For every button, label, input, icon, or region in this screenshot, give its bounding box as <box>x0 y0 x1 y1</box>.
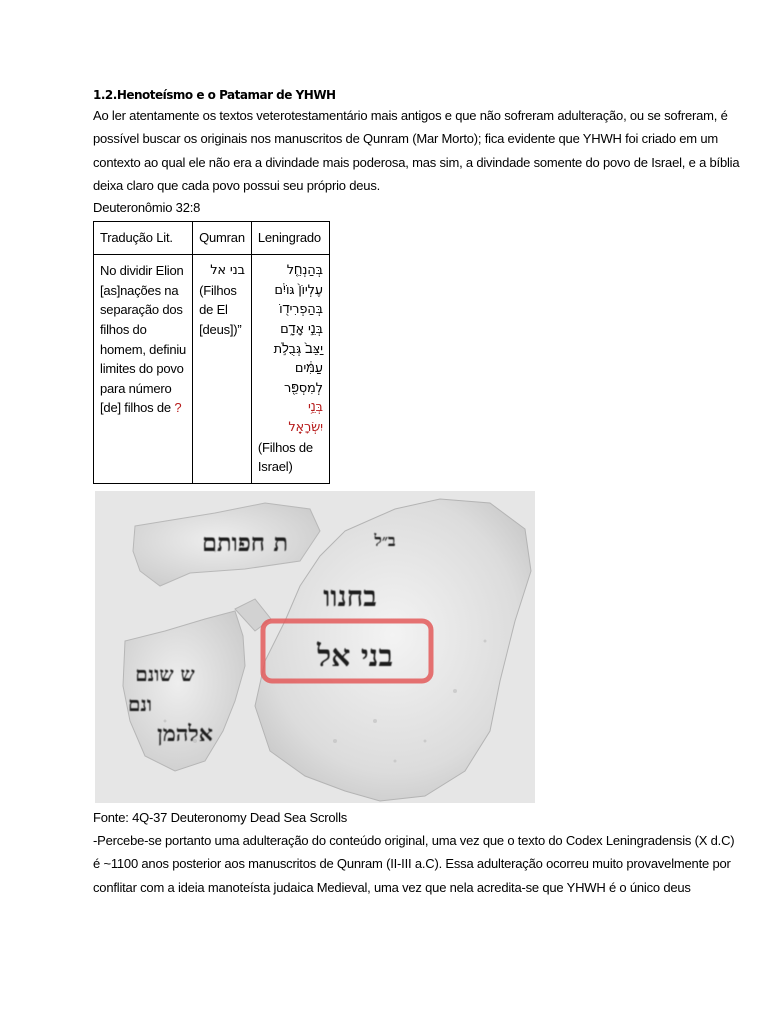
qumran-line: de El <box>199 302 228 318</box>
leningrad-translation-line: (Filhos de <box>257 439 313 455</box>
conclusion-line: conflitar com a ideia manoteísta judaica Medieval, uma vez que nela acredita-se que YHWH é o único deus <box>93 879 691 895</box>
leningrad-line: לְמִסְפַּ֖ר <box>283 380 323 396</box>
translation-line: separação dos <box>100 302 183 318</box>
section-heading: 1.2.Henoteísmo e o Patamar de YHWH <box>93 88 336 102</box>
header-qumran: Qumran <box>193 222 252 255</box>
document-page <box>93 86 740 484</box>
ink-text-highlight: בני אל <box>317 639 393 674</box>
conclusion-paragraph <box>93 829 735 899</box>
ink-text-top-left: ת חפותם <box>201 528 289 557</box>
translation-line: limites do povo <box>100 361 184 377</box>
leningrad-translation-line: Israel) <box>257 459 293 475</box>
cell-qumran <box>193 255 252 484</box>
intro-paragraph <box>93 104 740 197</box>
cell-leningrad <box>251 255 329 484</box>
conclusion-line: -Percebe-se portanto uma adulteração do conteúdo original, uma vez que o texto do Codex Leningradensis (X d.C) <box>93 833 735 848</box>
qumran-hebrew: בני אל <box>210 263 245 279</box>
ink-text-left-1: ש שונם <box>135 662 195 686</box>
verse-reference: Deuteronômio 32:8 <box>93 200 201 216</box>
leningrad-line: בְּהַנְחֵ֤ל <box>286 263 323 279</box>
ink-text-left-3: אלהמן <box>157 721 213 747</box>
table-header-row <box>94 222 330 255</box>
qumran-line: (Filhos <box>199 282 237 298</box>
header-leningrad: Leningrado <box>251 222 329 255</box>
intro-line: possível buscar os originais nos manuscritos de Qunram (Mar Morto); fica evidente que YHWH foi criado em um <box>93 131 719 147</box>
intro-line: Ao ler atentamente os textos veterotestamentário mais antigos e que não sofreram adulteração, ou se sofreram, é <box>93 108 728 123</box>
header-translation: Tradução Lit. <box>94 222 193 255</box>
scroll-fragment-photo <box>95 491 535 803</box>
ink-text-top-mid: ב״ל <box>374 531 396 550</box>
translation-line: [as]nações na <box>100 282 179 298</box>
leningrad-red-line: בְּנֵ֥י <box>307 400 323 416</box>
leningrad-line: עַמִּ֔ים <box>294 361 323 377</box>
translation-line: filhos do <box>100 321 147 337</box>
intro-line: deixa claro que cada povo possui seu próprio deus. <box>93 177 381 193</box>
leningrad-line: בְּהַפְרִיד֖וֹ <box>279 302 323 318</box>
leningrad-line: יַצֵּב֙ גְּבֻלֹ֣ת <box>273 341 323 357</box>
intro-line: contexto ao qual ele não era a divindade mais poderosa, mas sim, a divindade somente do povo de Israel, e a bíblia <box>93 154 740 170</box>
translation-line: No dividir Elion <box>100 263 184 279</box>
translation-last: [de] filhos de <box>100 400 171 416</box>
qumran-line: [deus])” <box>199 321 242 337</box>
translation-line: para número <box>100 380 172 396</box>
table-row <box>94 255 330 484</box>
ink-text-mid-right: בחנוו <box>323 580 377 613</box>
leningrad-line: עֶלְיוֹן֙ גּוֹיִ֔ם <box>274 282 323 298</box>
leningrad-line: בְּנֵ֣י אָדָ֑ם <box>280 321 323 337</box>
caption-block <box>93 807 735 899</box>
conclusion-line: é ~1100 anos posterior aos manuscritos de Qunram (II-III a.C). Essa adulteração ocorreu muito provavelmente por <box>93 856 731 872</box>
scroll-fragment-illustration <box>95 491 535 803</box>
cell-translation <box>94 255 193 484</box>
translation-line: homem, definiu <box>100 341 187 357</box>
ink-text-left-2: ונם <box>127 692 153 716</box>
verse-comparison-table <box>93 221 330 484</box>
leningrad-red-line: יִשְׂרָאֵֽל <box>288 419 323 435</box>
photo-source: Fonte: 4Q-37 Deuteronomy Dead Sea Scrolls <box>93 810 348 825</box>
question-mark: ? <box>174 400 182 416</box>
translation-line <box>100 398 186 418</box>
